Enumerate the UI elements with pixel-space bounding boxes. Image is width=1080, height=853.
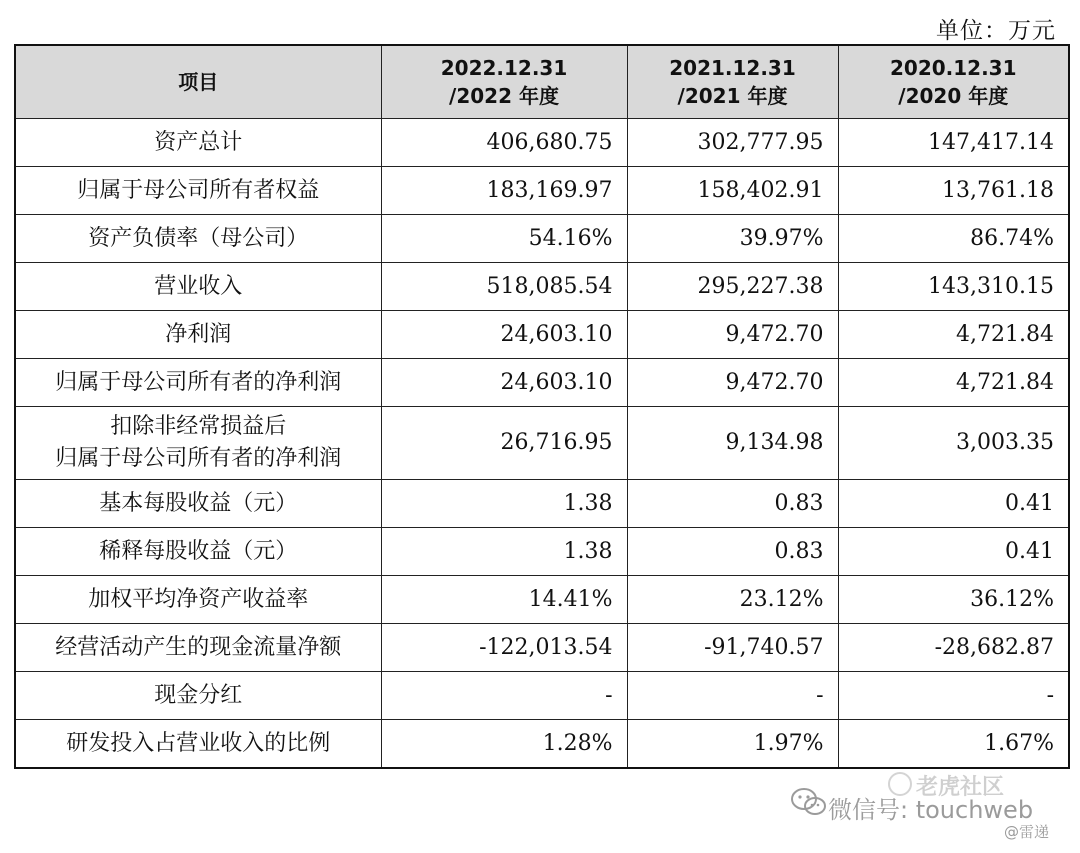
row-value: 0.41	[838, 528, 1069, 576]
row-label	[15, 263, 381, 311]
row-value: 0.83	[627, 480, 838, 528]
row-value: 24,603.10	[381, 359, 627, 407]
header-period-date: 2021.12.31	[669, 56, 796, 80]
row-value: 9,472.70	[627, 359, 838, 407]
row-label-line: 扣除非经常损益后	[110, 414, 287, 439]
header-period-date: 2022.12.31	[440, 56, 568, 80]
row-label	[15, 576, 381, 624]
row-value: 24,603.10	[381, 311, 627, 359]
row-value: 54.16%	[381, 215, 627, 263]
row-value: 1.38	[381, 480, 627, 528]
row-label-line: 稀释每股收益（元）	[99, 538, 298, 564]
row-value: -	[838, 672, 1069, 720]
row-value: 183,169.97	[381, 167, 627, 215]
watermark-sub: @雷递	[1004, 823, 1050, 841]
row-label-line: 净利润	[165, 321, 232, 347]
brand-logo-icon	[888, 772, 912, 796]
row-value: 158,402.91	[627, 167, 838, 215]
header-period-2020	[838, 45, 1069, 119]
row-label	[15, 672, 381, 720]
row-value: 39.97%	[627, 215, 838, 263]
row-label-line: 基本每股收益（元）	[99, 490, 298, 516]
row-value: 13,761.18	[838, 167, 1069, 215]
row-value: 295,227.38	[627, 263, 838, 311]
row-label	[15, 311, 381, 359]
row-value: 4,721.84	[838, 359, 1069, 407]
table-row	[15, 624, 1069, 672]
table-row	[15, 407, 1069, 480]
table-header-row	[15, 45, 1069, 119]
row-label	[15, 720, 381, 769]
row-value: 4,721.84	[838, 311, 1069, 359]
row-label	[15, 624, 381, 672]
row-value: 86.74%	[838, 215, 1069, 263]
unit-label: 单位：万元	[936, 18, 1056, 44]
row-label-line: 资产总计	[154, 129, 243, 155]
header-period-2022	[381, 45, 627, 119]
row-value: 14.41%	[381, 576, 627, 624]
row-label	[15, 407, 381, 480]
header-period-year: /2021 年度	[677, 84, 788, 108]
row-value: 26,716.95	[381, 407, 627, 480]
row-value: 9,134.98	[627, 407, 838, 480]
row-value: -	[381, 672, 627, 720]
row-value: -122,013.54	[381, 624, 627, 672]
row-value: 302,777.95	[627, 119, 838, 167]
row-label-line: 归属于母公司所有者的净利润	[55, 446, 342, 471]
header-period-date: 2020.12.31	[889, 56, 1017, 80]
row-label-line: 研发投入占营业收入的比例	[66, 730, 331, 756]
table-row	[15, 311, 1069, 359]
row-value: 518,085.54	[381, 263, 627, 311]
row-value: 1.97%	[627, 720, 838, 769]
table-row	[15, 480, 1069, 528]
table-row	[15, 215, 1069, 263]
table-row	[15, 167, 1069, 215]
row-value: -	[627, 672, 838, 720]
row-label	[15, 215, 381, 263]
row-label	[15, 359, 381, 407]
header-period-year: /2020 年度	[898, 84, 1009, 108]
watermark-brand: 老虎社区	[916, 775, 1005, 800]
table-row	[15, 528, 1069, 576]
row-value: 3,003.35	[838, 407, 1069, 480]
row-value: 0.83	[627, 528, 838, 576]
watermark	[790, 776, 1070, 846]
row-value: 23.12%	[627, 576, 838, 624]
row-label	[15, 167, 381, 215]
row-label	[15, 119, 381, 167]
row-label	[15, 528, 381, 576]
row-label-line: 现金分红	[154, 682, 243, 708]
watermark-text: 微信号: touchweb	[828, 796, 1034, 824]
header-period-2021	[627, 45, 838, 119]
row-value: 1.28%	[381, 720, 627, 769]
row-value: -91,740.57	[627, 624, 838, 672]
table-row	[15, 720, 1069, 769]
row-value: -28,682.87	[838, 624, 1069, 672]
row-label-line: 归属于母公司所有者的净利润	[55, 369, 342, 395]
row-label-line: 经营活动产生的现金流量净额	[55, 634, 342, 660]
row-value: 36.12%	[838, 576, 1069, 624]
table-row	[15, 119, 1069, 167]
row-value: 1.67%	[838, 720, 1069, 769]
row-value: 9,472.70	[627, 311, 838, 359]
row-label-line: 加权平均净资产收益率	[88, 586, 309, 612]
table-row	[15, 263, 1069, 311]
row-label	[15, 480, 381, 528]
row-value: 406,680.75	[381, 119, 627, 167]
header-item: 项目	[15, 45, 381, 119]
row-label-line: 资产负债率（母公司）	[88, 225, 309, 251]
row-value: 143,310.15	[838, 263, 1069, 311]
table-body	[15, 119, 1069, 769]
wechat-icon	[790, 786, 828, 818]
row-value: 147,417.14	[838, 119, 1069, 167]
table-row	[15, 359, 1069, 407]
row-label-line: 营业收入	[154, 273, 243, 299]
table-row	[15, 576, 1069, 624]
row-value: 0.41	[838, 480, 1069, 528]
header-period-year: /2022 年度	[449, 84, 559, 108]
table-row	[15, 672, 1069, 720]
row-label-line: 归属于母公司所有者权益	[77, 177, 320, 203]
row-value: 1.38	[381, 528, 627, 576]
financial-table	[14, 44, 1070, 769]
